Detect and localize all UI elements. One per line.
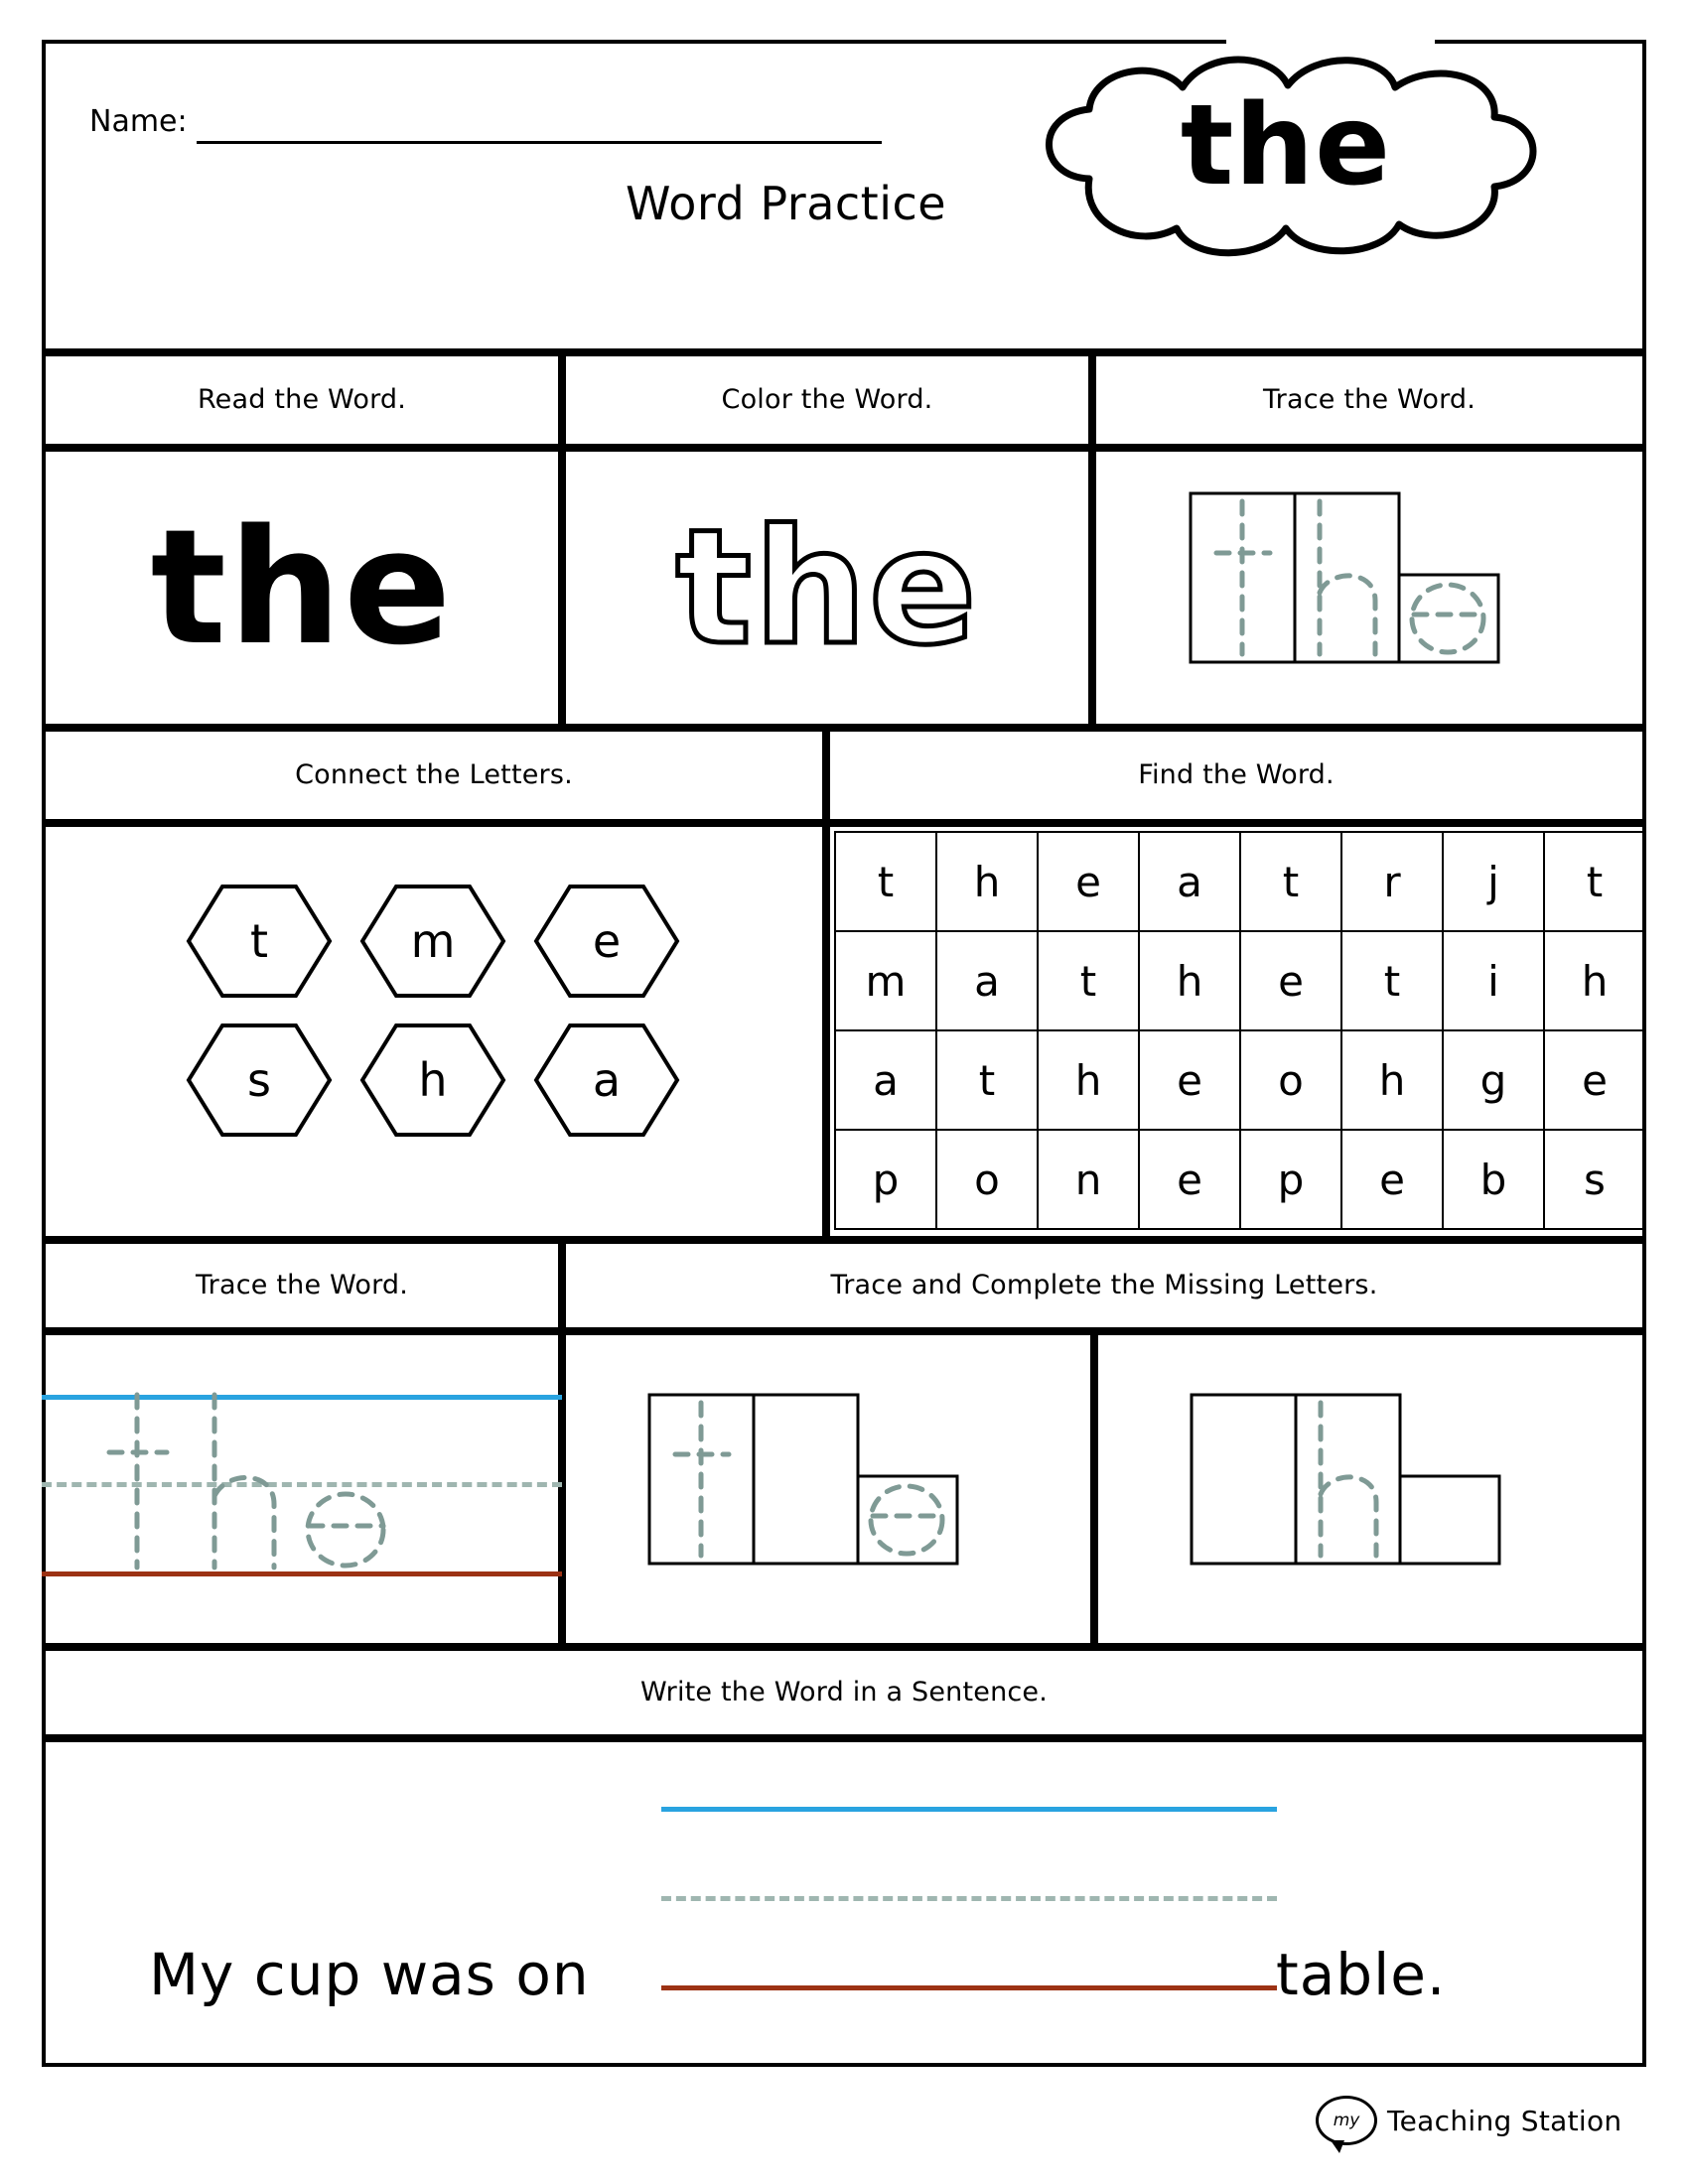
grid-cell[interactable]: e — [1138, 1129, 1241, 1230]
sentence-text-before: My cup was on — [149, 1941, 590, 2008]
color-word-outline-text: the — [675, 494, 979, 680]
read-word-text: the — [150, 494, 454, 680]
read-word-cell — [42, 448, 562, 728]
footer-logo — [1316, 2095, 1643, 2146]
grid-cell[interactable]: s — [1543, 1129, 1646, 1230]
trace-word-cell[interactable] — [1092, 448, 1646, 728]
missing-letters-guide-1 — [620, 1385, 1037, 1593]
sentence-cell[interactable] — [42, 1738, 1646, 2067]
grid-cell[interactable]: a — [1138, 831, 1241, 932]
word-search-cell[interactable] — [826, 823, 1646, 1240]
missing-letters-cell-2[interactable] — [1094, 1331, 1646, 1647]
grid-cell[interactable]: h — [1037, 1029, 1140, 1131]
hex-letter-5-text: a — [592, 1053, 622, 1107]
hex-letter-0-text: t — [249, 914, 269, 968]
section-header-find: Find the Word. — [826, 728, 1646, 823]
grid-cell[interactable]: n — [1037, 1129, 1140, 1230]
name-label: Name: — [89, 104, 188, 139]
grid-cell[interactable]: o — [935, 1129, 1039, 1230]
grid-cell[interactable]: e — [1543, 1029, 1646, 1131]
grid-cell[interactable]: e — [1138, 1029, 1241, 1131]
grid-cell[interactable]: h — [1138, 930, 1241, 1031]
speech-bubble-icon — [1316, 2096, 1377, 2145]
grid-cell[interactable]: t — [1239, 831, 1342, 932]
word-cloud — [998, 30, 1574, 288]
logo-mark-text: my — [1333, 2111, 1360, 2130]
connect-letters-cell[interactable] — [42, 823, 826, 1240]
hex-letter-1-text: m — [410, 914, 456, 968]
trace-on-lines-guide — [75, 1381, 393, 1589]
section-header-sentence: Write the Word in a Sentence. — [42, 1647, 1646, 1738]
missing-letters-cell-1[interactable] — [562, 1331, 1094, 1647]
hex-letter-4[interactable] — [358, 1022, 507, 1139]
missing-letters-guide-2 — [1162, 1385, 1579, 1593]
grid-cell[interactable]: j — [1442, 831, 1545, 932]
hex-letter-1[interactable] — [358, 883, 507, 1000]
grid-cell[interactable]: a — [834, 1029, 937, 1131]
word-search-grid — [835, 832, 1645, 1229]
logo-text: Teaching Station — [1387, 2104, 1622, 2137]
grid-cell[interactable]: g — [1442, 1029, 1545, 1131]
grid-cell[interactable]: t — [1543, 831, 1646, 932]
grid-cell[interactable]: m — [834, 930, 937, 1031]
section-header-read: Read the Word. — [42, 352, 562, 448]
sentence-rule-middle — [661, 1896, 1277, 1901]
page-title: Word Practice — [626, 177, 947, 230]
grid-cell[interactable]: h — [1543, 930, 1646, 1031]
hex-letter-0[interactable] — [185, 883, 334, 1000]
section-header-trace: Trace the Word. — [1092, 352, 1646, 448]
grid-cell[interactable]: t — [1340, 930, 1444, 1031]
hex-letter-5[interactable] — [532, 1022, 681, 1139]
grid-cell[interactable]: t — [1037, 930, 1140, 1031]
cloud-word-text: the — [1180, 81, 1392, 210]
grid-cell[interactable]: r — [1340, 831, 1444, 932]
grid-cell[interactable]: e — [1340, 1129, 1444, 1230]
color-word-cell[interactable] — [562, 448, 1092, 728]
hex-letter-2[interactable] — [532, 883, 681, 1000]
section-header-color: Color the Word. — [562, 352, 1092, 448]
section-header-trace-2: Trace the Word. — [42, 1240, 562, 1331]
grid-cell[interactable]: i — [1442, 930, 1545, 1031]
section-header-missing-letters: Trace and Complete the Missing Letters. — [562, 1240, 1646, 1331]
section-header-connect: Connect the Letters. — [42, 728, 826, 823]
trace-word-guide — [1161, 483, 1578, 692]
grid-cell[interactable]: h — [935, 831, 1039, 932]
hex-letter-4-text: h — [418, 1053, 448, 1107]
sentence-rule-top — [661, 1807, 1277, 1812]
grid-cell[interactable]: e — [1037, 831, 1140, 932]
grid-cell[interactable]: e — [1239, 930, 1342, 1031]
grid-cell[interactable]: a — [935, 930, 1039, 1031]
sentence-text-after: table. — [1276, 1941, 1447, 2008]
grid-cell[interactable]: t — [935, 1029, 1039, 1131]
grid-cell[interactable]: b — [1442, 1129, 1545, 1230]
grid-cell[interactable]: p — [1239, 1129, 1342, 1230]
grid-cell[interactable]: t — [834, 831, 937, 932]
sentence-rule-bottom — [661, 1985, 1277, 1990]
grid-cell[interactable]: o — [1239, 1029, 1342, 1131]
trace-on-lines-cell[interactable] — [42, 1331, 562, 1647]
grid-cell[interactable]: p — [834, 1129, 937, 1230]
name-input-line[interactable] — [197, 141, 882, 144]
hex-letter-2-text: e — [592, 914, 622, 968]
hex-letter-3[interactable] — [185, 1022, 334, 1139]
grid-cell[interactable]: h — [1340, 1029, 1444, 1131]
hex-letter-3-text: s — [247, 1053, 271, 1107]
